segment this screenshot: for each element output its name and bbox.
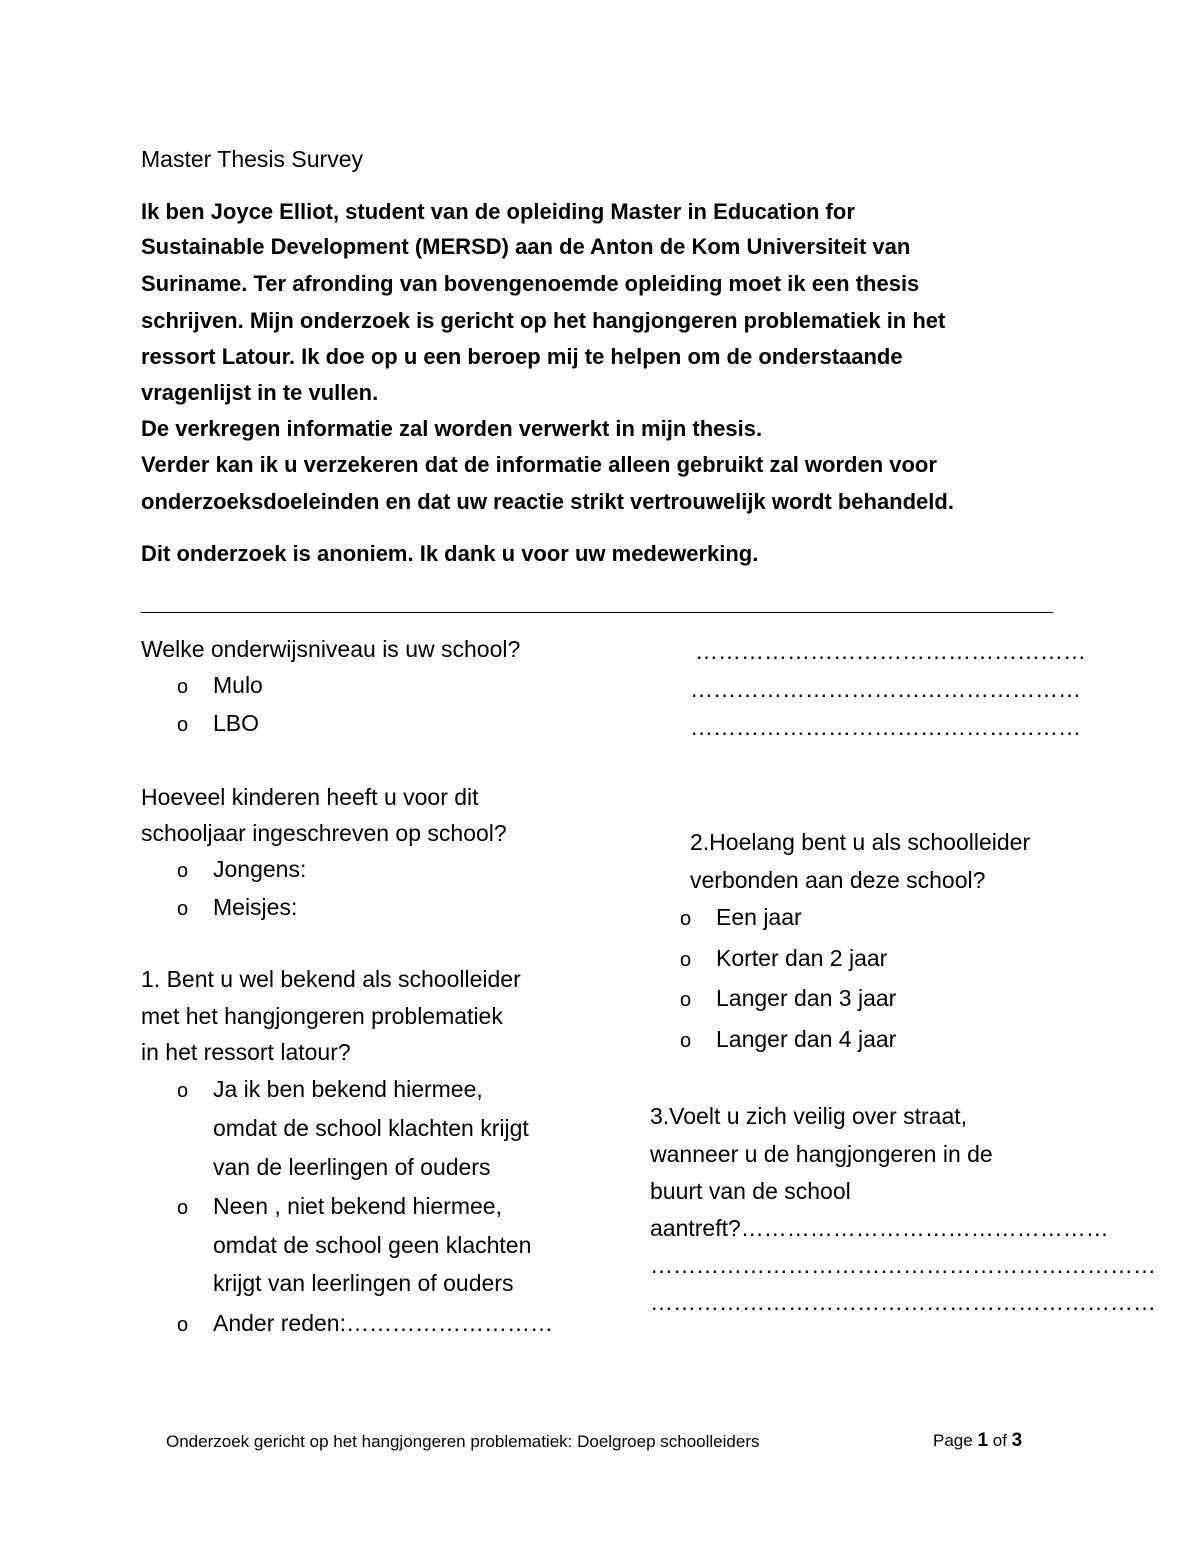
intro-line: vragenlijst in te vullen. [141,380,379,405]
question-kids-line: Hoeveel kinderen heeft u voor dit [141,784,479,810]
radio-bullet-icon: o [177,714,189,736]
option-meisjes[interactable] [177,889,297,928]
radio-bullet-icon: o [177,898,189,920]
section-divider [141,612,1053,613]
option-korter-2-jaar[interactable] [680,940,887,979]
option-label-cont: krijgt van leerlingen of ouders [213,1270,514,1296]
radio-bullet-icon: o [680,949,692,971]
option-label: Langer dan 4 jaar [716,1026,897,1052]
option-label: Mulo [213,672,263,698]
option-jongens[interactable] [177,851,306,890]
option-label: Jongens: [213,856,307,882]
question-1-line: met het hangjongeren problematiek [141,1003,503,1029]
question-1-line: 1. Bent u wel bekend als schoolleider [141,966,521,992]
answer-line[interactable]: …………………………………………… [695,638,1086,664]
radio-bullet-icon: o [177,676,189,698]
option-label: Een jaar [716,904,802,930]
page-total: 3 [1011,1430,1023,1451]
option-label-cont: omdat de school klachten krijgt [213,1115,529,1141]
question-2-line: verbonden aan deze school? [690,867,986,893]
radio-bullet-icon: o [680,1030,692,1052]
page-number [933,1430,1022,1452]
option-label-cont: omdat de school geen klachten [213,1232,532,1258]
radio-bullet-icon: o [177,860,189,882]
intro-line: onderzoeksdoeleinden en dat uw reactie strikt vertrouwelijk wordt behandeld. [141,489,954,514]
option-langer-4-jaar[interactable] [680,1021,896,1060]
option-label: Langer dan 3 jaar [716,985,897,1011]
intro-line: Suriname. Ter afronding van bovengenoemde opleiding moet ik een thesis [141,271,920,296]
intro-line: schrijven. Mijn onderzoek is gericht op het hangjongeren problematiek in het [141,308,946,333]
footer-text: Onderzoek gericht op het hangjongeren problematiek: Doelgroep schoolleiders [166,1432,760,1451]
option-label: Meisjes: [213,894,298,920]
radio-bullet-icon: o [177,1197,189,1219]
page-current: 1 [977,1430,989,1451]
intro-line: Ik ben Joyce Elliot, student van de opleiding Master in Education for [141,199,855,224]
answer-line[interactable]: …………………………………………… [690,676,1081,702]
radio-bullet-icon: o [177,1314,189,1336]
radio-bullet-icon: o [680,989,692,1011]
option-label: Ja ik ben bekend hiermee, [213,1076,483,1102]
question-kids-line: schooljaar ingeschreven op school? [141,820,507,846]
option-neen-bekend[interactable] [177,1188,502,1227]
question-2-line: 2.Hoelang bent u als schoolleider [690,829,1031,855]
option-langer-3-jaar[interactable] [680,980,896,1019]
option-label: Ander reden:……………………… [213,1310,553,1336]
page-title: Master Thesis Survey [141,146,363,172]
option-label: Korter dan 2 jaar [716,945,888,971]
answer-line[interactable]: …………………………………………… [690,714,1081,740]
option-een-jaar[interactable] [680,899,802,938]
option-ja-bekend[interactable] [177,1071,483,1110]
answer-line[interactable]: ………………………………………………………… [650,1252,1156,1278]
answer-line[interactable]: ………………………………………………………… [650,1289,1156,1315]
question-3-line: wanneer u de hangjongeren in de [650,1141,993,1167]
option-label: LBO [213,710,260,736]
intro-line: Sustainable Development (MERSD) aan de Anton de Kom Universiteit van [141,234,911,259]
radio-bullet-icon: o [680,908,692,930]
intro-line: Verder kan ik u verzekeren dat de informatie alleen gebruikt zal worden voor [141,452,937,477]
question-3-line: aantreft?………………………………………… [650,1215,1109,1241]
intro-line: De verkregen informatie zal worden verwerkt in mijn thesis. [141,416,763,441]
radio-bullet-icon: o [177,1080,189,1102]
option-lbo[interactable] [177,705,259,744]
option-label-cont: van de leerlingen of ouders [213,1154,491,1180]
page-label: Page [933,1431,973,1450]
question-1-line: in het ressort latour? [141,1039,351,1065]
question-3-line: 3.Voelt u zich veilig over straat, [650,1103,968,1129]
option-ander-reden[interactable] [177,1305,553,1344]
question-3-line: buurt van de school [650,1178,851,1204]
question-school-level: Welke onderwijsniveau is uw school? [141,636,521,662]
intro-closing: Dit onderzoek is anoniem. Ik dank u voor uw medewerking. [141,541,759,566]
option-label: Neen , niet bekend hiermee, [213,1193,502,1219]
option-mulo[interactable] [177,667,263,706]
intro-line: ressort Latour. Ik doe op u een beroep mij te helpen om de onderstaande [141,344,903,369]
page-of: of [992,1431,1007,1450]
